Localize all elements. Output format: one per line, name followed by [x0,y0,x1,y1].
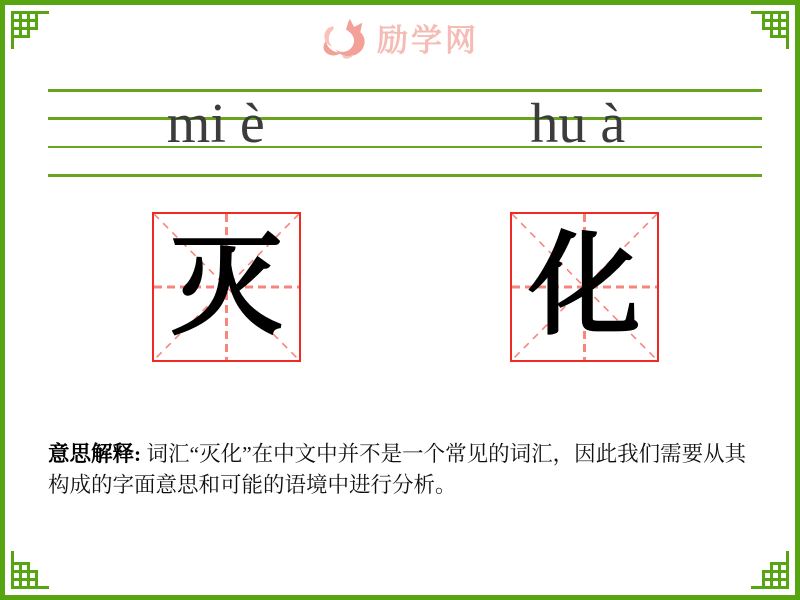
definition-paragraph [48,439,760,501]
definition-label: 意思解释: [48,441,142,466]
pinyin-grid-line-4 [48,174,762,177]
site-logo [5,15,795,60]
character-box-mie [152,212,301,362]
corner-ornament-bottom-right [747,547,795,595]
corner-ornament-top-left [5,5,53,53]
pinyin-grid-line-1 [48,89,762,92]
definition-text: 词汇“灭化”在中文中并不是一个常见的词汇，因此我们需要从其构成的字面意思和可能的语境中进行分析。 [48,441,747,497]
corner-ornament-top-right [747,5,795,53]
pinyin-grid-line-2 [48,117,762,120]
character-hua: 化 [528,225,641,349]
fox-flame-icon [321,17,371,59]
pinyin-four-line-grid [48,89,762,177]
corner-ornament-bottom-left [5,547,53,595]
character-box-hua [510,212,659,362]
pinyin-mie: mi è [166,93,265,155]
site-logo-text: 励学网 [377,23,479,58]
pinyin-grid-line-3 [48,146,762,149]
character-mie: 灭 [170,225,283,349]
pinyin-hua: hu à [530,93,626,155]
